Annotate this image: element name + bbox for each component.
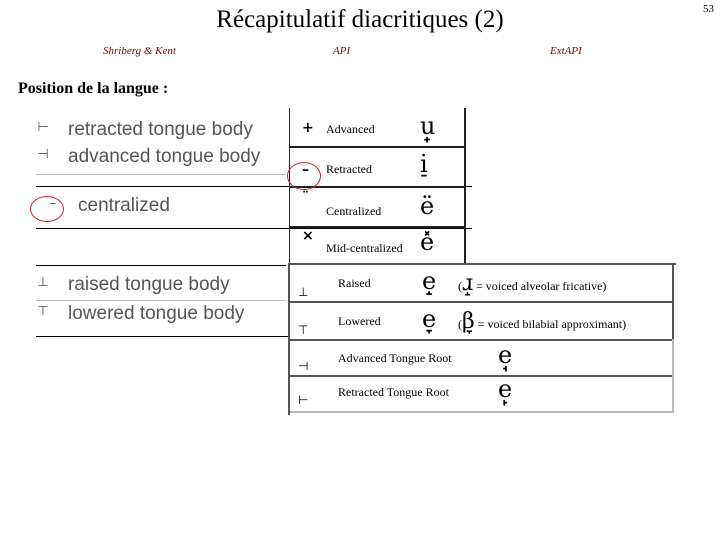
extipa-box-border [672, 263, 674, 339]
sk-label: retracted tongue body [68, 119, 253, 140]
extipa-note [458, 309, 626, 334]
header-extapi: ExtAPI [550, 45, 582, 57]
page-title: Récapitulatif diacritiques (2) [216, 6, 504, 33]
sk-row-retracted [36, 118, 288, 145]
sk-label: advanced tongue body [68, 146, 261, 167]
sk-label: lowered tongue body [68, 303, 245, 324]
extipa-example: e̝ [422, 267, 437, 295]
diaeresis-diacritic-icon: ¨ [302, 190, 309, 206]
ipa-row-centralized [290, 188, 464, 228]
ipa-example: u̟ [420, 112, 436, 140]
ipa-label: Centralized [326, 204, 382, 218]
extipa-row-atr [290, 341, 672, 377]
highlight-circle [30, 196, 64, 222]
extipa-row-raised [290, 265, 672, 303]
note-symbol: ɹ̝ [462, 271, 474, 296]
section-title: Position de la langue : [18, 80, 169, 97]
extipa-example: e̙ [498, 375, 513, 403]
raised-diacritic-icon: ⊥ [37, 275, 49, 290]
sk-row-lowered [36, 302, 288, 329]
header-api: API [333, 45, 351, 57]
extipa-box-border [672, 339, 674, 413]
ipa-label: Mid-centralized [326, 241, 403, 255]
left-tack-icon: ⊣ [298, 359, 309, 373]
highlight-circle [287, 162, 321, 190]
centralized-diacritic-icon: – [49, 196, 57, 211]
sk-label: raised tongue body [68, 274, 230, 295]
ipa-example: e̽ [420, 228, 435, 256]
ipa-row-mid-centralized [290, 228, 464, 262]
extipa-row-rtr [290, 377, 672, 413]
divider [36, 300, 286, 301]
divider [36, 265, 286, 266]
page-number: 53 [703, 3, 714, 15]
header-shriberg-kent: Shriberg & Kent [103, 45, 176, 57]
extipa-label: Lowered [338, 314, 381, 328]
ipa-label: Advanced [326, 122, 375, 136]
down-tack-icon: ⊤ [298, 323, 309, 337]
retracted-diacritic-icon: ⊢ [37, 120, 49, 135]
ipa-example: i̠ [420, 150, 428, 178]
note-text: = voiced bilabial approximant) [477, 317, 627, 331]
advanced-diacritic-icon: ⊣ [37, 147, 49, 162]
ipa-box-border [464, 108, 466, 264]
cross-diacritic-icon: × [302, 228, 314, 244]
sk-row-centralized [36, 194, 288, 221]
plus-diacritic-icon: + [302, 120, 314, 136]
extipa-label: Advanced Tongue Root [338, 351, 452, 365]
note-symbol: β̞ [462, 309, 475, 334]
extipa-label: Retracted Tongue Root [338, 385, 449, 399]
right-tack-icon: ⊢ [298, 393, 309, 407]
note-paren: ( [458, 279, 462, 293]
ipa-row-advanced [290, 108, 464, 148]
extipa-label: Raised [338, 276, 371, 290]
sk-label: centralized [78, 195, 170, 216]
extipa-row-lowered [290, 303, 672, 341]
extipa-note [458, 271, 606, 296]
divider [36, 174, 286, 175]
minus-diacritic-icon: – [302, 162, 309, 178]
extipa-example: e̞ [422, 305, 437, 333]
note-paren: ( [458, 317, 462, 331]
extipa-example: e̘ [498, 341, 513, 369]
sk-row-advanced [36, 145, 288, 172]
lowered-diacritic-icon: ⊤ [37, 304, 49, 319]
ipa-example: ë [420, 192, 435, 220]
sk-row-raised [36, 273, 288, 300]
ipa-label: Retracted [326, 162, 372, 176]
up-tack-icon: ⊥ [298, 285, 309, 299]
note-text: = voiced alveolar fricative) [476, 279, 607, 293]
